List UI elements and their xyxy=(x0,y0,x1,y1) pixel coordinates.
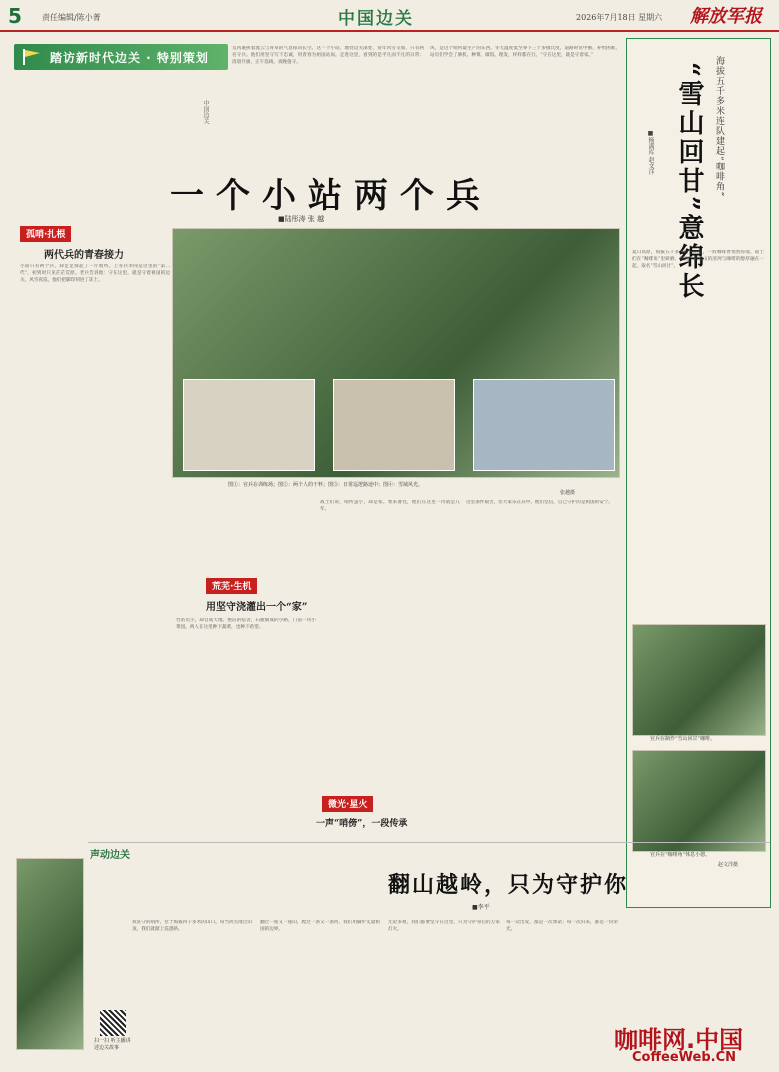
page-header xyxy=(0,0,779,32)
bottom-title: 翻山越岭，只为守护你 xyxy=(388,872,629,898)
column-label: 声动边关 xyxy=(90,850,130,861)
sidebar-caption-2: 官兵在“咖啡角”休息小憩。 xyxy=(650,852,711,858)
qr-code xyxy=(100,1010,126,1036)
column-headline: 两代兵的青春接力 xyxy=(44,250,124,261)
column-tag-3: 微光·星火 xyxy=(322,796,373,812)
column-body: 小站只有两个兵，却足足撑起了一片哨所。上等兵李闯是这里的“第二代”，初到时只见茫茫荒原。老兵告诉他：守在这里，就是守着祖国的边关。风雪夜巡，他们把脚印刻进了冻土。 xyxy=(20,264,170,283)
sidebar-photo-2 xyxy=(632,750,766,852)
intro-text-2: 风，是这个哨所最生产的东西。冬天温度低至零下三十多摄氏度，道路时常中断，补给困难。站员们学会了修机、种菜、做饭、理发，样样都在行。“守在这里，就是守着家。” xyxy=(430,46,620,58)
column-body-4: 这里条件艰苦，但大家乐在其中。他们坚信，自己守护的是祖国的安宁。 xyxy=(466,500,614,505)
bottom-byline: ■李平 xyxy=(472,904,490,911)
column-tag-2: 荒芜·生机 xyxy=(206,578,257,594)
bottom-body-3: 无论多难，我们都要坚守在这里，只为守护身后的万家灯火。 xyxy=(388,920,500,932)
bottom-body-4: 每一次出发，都是一次承诺；每一次归来，都是一份荣光。 xyxy=(506,920,618,932)
column-tag: 孤哨·扎根 xyxy=(20,226,71,242)
bottom-body-1: 我驻守的哨所，位于海拔四千多米的山口。每当风雪漫过山顶，我们就踏上巡逻路。 xyxy=(132,920,252,932)
column-headline-2: 用坚守浇灌出一个“家” xyxy=(206,602,308,613)
photo-credit: 张越摄 xyxy=(560,490,576,496)
sidebar-byline: ■杨满库 赵文洋 xyxy=(647,130,654,175)
inset-photo-1 xyxy=(183,379,315,471)
sidebar-photo-1 xyxy=(632,624,766,736)
article-byline: ■陆彤涛 张 越 xyxy=(278,215,325,223)
column-body-2: 台站员小，却自成天地。整洁的宿舍，石板铺成的小路，门前一块小菜园。两人在这里种下蔬菜，也种下希望。 xyxy=(176,618,316,630)
sidebar-photo-credit: 赵文洋摄 xyxy=(718,862,739,868)
newspaper-logo: 解放军报 xyxy=(690,6,762,27)
special-feature-banner xyxy=(14,44,228,70)
flag-icon xyxy=(20,47,42,67)
sidebar-caption-1: 官兵在制作“雪山回甘”咖啡。 xyxy=(650,736,716,742)
watermark-url: CoffeeWeb.CN xyxy=(632,1050,736,1065)
issue-date: 2026年7月18日 星期六 xyxy=(576,13,663,22)
bottom-body-2: 翻过一座又一座山，蹚过一条又一条河，我们用脚步丈量祖国的边界。 xyxy=(260,920,380,932)
sidebar-body: 夏日高原，海拔五千多米的连队里，一股咖啡香悄然弥漫。战士们在“咖啡角”里研磨、冲泡，把雪山的清冽与咖啡的醇厚融在一起，取名“雪山回甘”。 xyxy=(632,250,764,269)
editor-credit: 责任编辑/陈小菁 xyxy=(42,13,101,22)
watermark-text: 咖啡网.中国 xyxy=(614,1026,744,1054)
inset-photo-2 xyxy=(333,379,455,471)
intro-text: 荒风裹挟着流云与青草的气息掠向长空。这一个小站，地处边关深处，常年风雪交加，只有两名守兵。他们用坚守写下忠诚，用青春为祖国站岗。走进这里，看到的是平凡而不凡的日常：清晨升旗，正午巡线，夜晚值守。 xyxy=(232,46,424,65)
main-photo xyxy=(172,228,620,478)
page-number: 5 xyxy=(8,4,22,28)
banner-label: 踏访新时代边关 · 特别策划 xyxy=(50,51,209,65)
column-body-3: 战士们说，哨所虽小，却是家。寒来暑往，他们在这里一待就是几年。 xyxy=(320,500,460,512)
qr-caption: 扫一扫 听主播讲述边关故事 xyxy=(94,1038,131,1051)
sidebar-title: “雪山回甘”意绵长 xyxy=(674,62,704,301)
sidebar-label: 中国边关 xyxy=(202,100,209,124)
article-title: 一个小站两个兵 xyxy=(170,176,492,216)
sidebar-subtitle: 海拔五千多米连队建起“咖啡角” xyxy=(714,56,724,198)
inset-photo-3 xyxy=(473,379,615,471)
section-title: 中国边关 xyxy=(338,9,414,29)
photo-caption: 图①：官兵在训练场；图②：两个人的干杯；图③：日常巡逻路途中；图④：雪域风光。 xyxy=(228,482,424,488)
bottom-photo xyxy=(16,858,84,1050)
column-headline-3: 一声“哨傍”，一段传承 xyxy=(316,819,408,829)
